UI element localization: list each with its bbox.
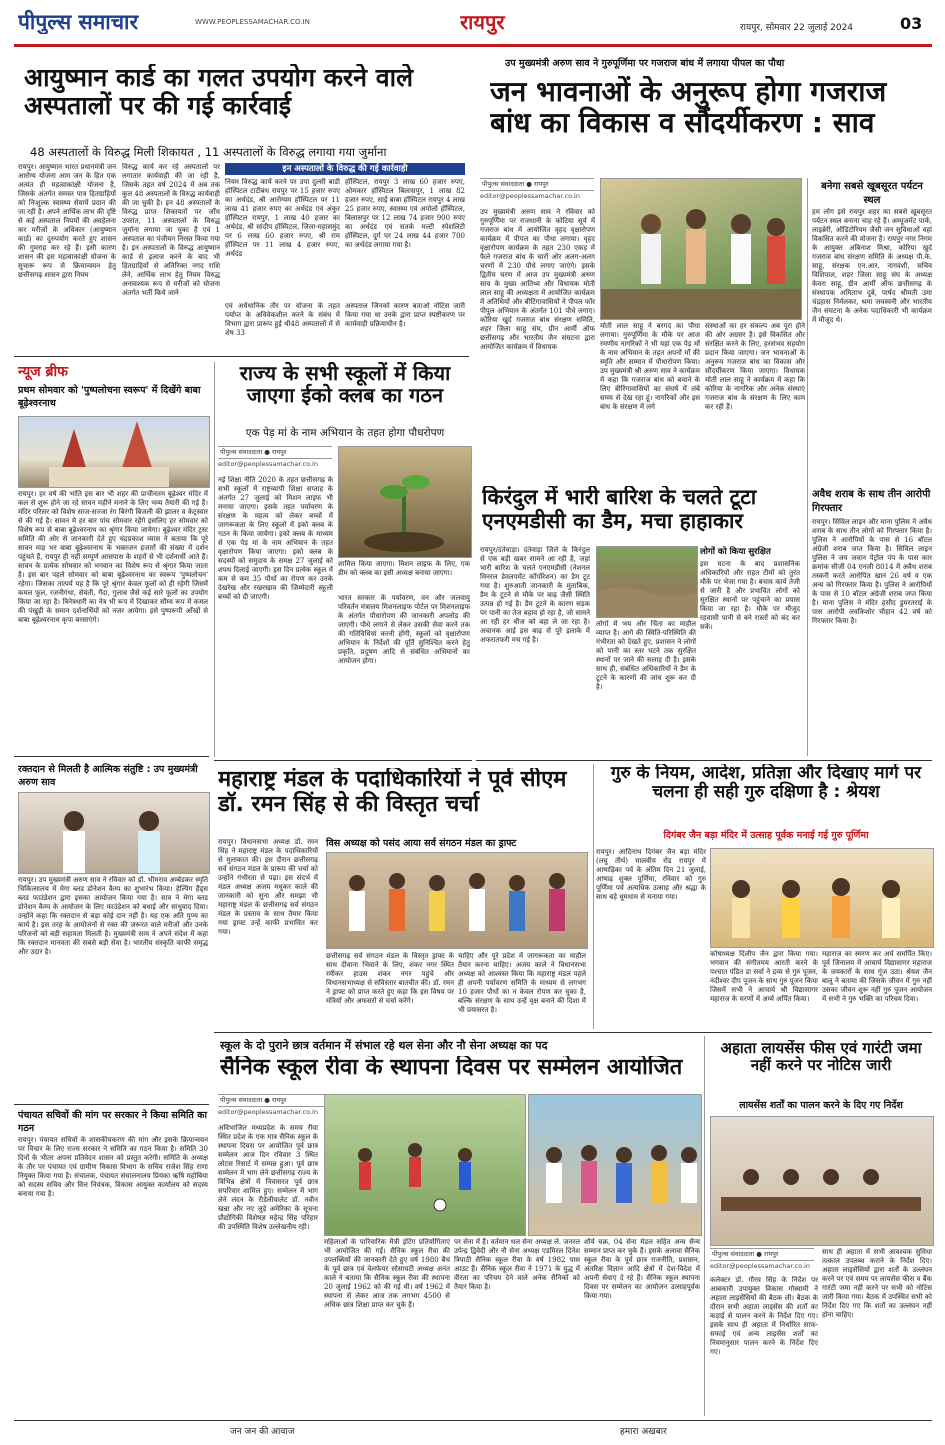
- story2-headline[interactable]: जन भावनाओं के अनुरूप होगा गजराज बांध का विकास व सौंदर्यीकरण : साव: [490, 76, 887, 140]
- story2-caption: मोती लाल साहू ने बरगद का पौधा लगाया। गुरुपूर्णिमा के मौके पर आज रमणीय नागरिकों ने भी यहां एक पेड़ माँ के नाम अभियान के तहत अपनों माँ की स्मृति और सम्मान में पौधारोपण किया। उप मुख्यमंत्री श्री अरुण साव ने कार्यक्रम में कहा कि गजराज बांध को बचाने के लिए बीरिंगावासियों का संघर्ष में लंबे समय से देख रहा हूं। नागरिकों और इस बांध के संरक्षण में लगे: [600, 322, 700, 411]
- story2-sidebar-body: हम लोग इसे रायपुर शहर का सबसे खूबसूरत पर्यटन स्थल बनाना चाह रहे हैं। अम्यूजमेंट पार्क, लाइब्रेरी, ऑडिटोरियम जैसी जन सुविधाओं वहां विकसित करने की योजना है। रायपुर नगर निगम के आयुक्त अबिनाश मिश्रा, कोरिया खुर्द गजराज बांध संरक्षण समिति के अध्यक्ष पी.के. साहू, संरक्षक एन.आर. नागवंशी, सचिव विशिपाल, शहर जिला साहू संघ के अध्यक्ष केवरा साहू, ग्रीन आर्मी ऑफ छत्तीसगढ़ के संस्थापक अमिताभ दुबे, पार्षद श्रीमती उमा चंद्रहास निर्मलकर, श्रमा जयस्वनी और भारतीय जैन संघटना के अनेक पदाधिकारी भी कार्यक्रम में मौजूद थे।: [812, 208, 932, 324]
- divider: [476, 760, 932, 761]
- story4-headline[interactable]: किरंदुल में भारी बारिश के चलते टूटा एनएमडीसी का डैम, मचा हाहाकार: [482, 486, 757, 533]
- divider: [14, 1104, 209, 1105]
- story10-kicker: स्कूल के दो पुराने छात्र वर्तमान में संभाल रहे थल सेना और नौ सेना अध्यक्ष का पद: [220, 1039, 548, 1052]
- footer-right: हमारा अखबार: [620, 1427, 667, 1437]
- people-planting-icon: [601, 179, 801, 319]
- meeting-photo: [326, 852, 588, 949]
- story2-email[interactable]: editor@peoplessamachar.co.in: [480, 192, 580, 200]
- story11-body1: कलेक्टर डॉ. गौरव सिंह के निर्देश पर आबकारी उपायुक्त विकास गोस्वामी ने अहाता लाइसेंसियों की बैठक ली। बैठक के दौरान सभी अहाता लाइसेंस की शर्तों का कड़ाई से पालन करने के निर्देश दिए गए। इसके साथ ही अहाता में निर्धारित साफ-सफाई एवं अन्य लाइसेंस शर्तों का नियमानुसार पालन करने के निर्देश दिए गए।: [710, 1276, 818, 1356]
- jain-temple-photo: [710, 848, 934, 948]
- story1-box-col2: हॉस्पिटल, रायपुर 3 लाख 60 हजार रुपए, ओमकार हॉस्पिटल बिलासपुर, 1 लाख 82 हजार रुपए, साईं बाबा हॉस्पिटल रायपुर 4 लाख 25 हजार रुपए, स्वास्थ्य एवं अपोलो हॉस्पिटल, बिलासपुर पर 12 लाख 74 हजार 900 रुपए का अर्थदंड एवं सतर्क मल्टी स्पेशलिटी हॉस्पिटल, दुर्ग पर 24 लाख 44 हजार 700 का अर्थदंड लगाया गया है।: [345, 178, 465, 249]
- story3-caption: शामिल किया जाएगा। मिशन लाइफ के लिए, एक डीम को क्लब का इसी अध्यक्ष बनाया जाएगा।: [338, 560, 470, 577]
- story6-body2: छत्तीसगढ़ सर्व संगठन मंडल के विस्तृत ड्राफ्ट के साथ दीवाना भिवाने के लिए, शंकर नगर स्थित रमीकर हाउस शंकर नगर पहुंचे और विधानसभाध्यक्ष से सविस्तार बातचीत की। डॉ. रमन ने ड्राफ्ट को प्राप्त करते हुए कहा कि इस विषय पर मंत्रियों और अफसरों से चर्चा करेंगे।: [326, 952, 454, 1005]
- story3-email[interactable]: editor@peoplessamachar.co.in: [218, 460, 318, 468]
- story7-body2: कोषाध्यक्ष दिलीप जैन द्वारा किया गया। भगवान की संगीतमय आरती करने के पश्चात पंडित डा सर्वा ने द्रव्य से गुरु पूजन, नंदीश्वर दीप पूजन के साथ गुरु पूजन किया जिसमें सभी ने आचार्य श्री विद्यासागर महाराज के चरणों में अर्घ्य अर्पित किया।: [710, 950, 818, 1003]
- masthead-website[interactable]: WWW.PEOPLESSAMACHAR.CO.IN: [195, 18, 310, 26]
- story11-subhead: लायसेंस शर्तों का पालन करने के दिए गए निर्देश: [739, 1100, 903, 1111]
- story2-body1: उप मुख्यमंत्री अरुण साव ने रविवार को गुरुपूर्णिमा पर राजधानी के कोटिया सूर्य में गजराज बांध में आयोजित वृहद वृक्षारोपण कार्यक्रम में पीपल का पौधा लगाया। वृहद वृक्षारोपण कार्यक्रम के तहत 230 एकड़ में फैले गजराज बांध के चारों ओर अलग-अलग चरणों में 230 पौधे लगाए जाएंगे। इसके द्वितीय चरण में आज उप मुख्यमंत्री अरुण साव के मुख्य आतिथ्य और विधायक मोती लाल साहू की अध्यक्षता में आयोजित कार्यक्रम में अतिथियों और बीटिंगावासियों ने पीपल फॉर पीपुल अभियान के अंतर्गत 101 पौधे लगाए। कोरिया खुर्द गजराज बांध संरक्षण समिति, शहर जिला साहू संघ, ग्रीन आर्मी ऑफ छत्तीसगढ़ और भारतीय जैन संघटना द्वारा आयोजित कार्यक्रम में विधायक: [480, 208, 595, 351]
- news-brief-body: रायपुर। हर वर्ष की भांति इस बार भी शहर की प्राचीनतम बूढ़ेश्वर मंदिर में कल से शुरू होने जा रहे सावन महीने मनाने के लिए भव्य तैयारी की गई है। मंदिर परिसर को विशेष साज-सज्जा रंग बिरंगी बिजली की झालर व केट्रस्वार से की गई है। सावन मे हर बार पांच सोमवार रहेंगे इसलिए हर सोमवार को विशेष रूप से बाबा बूढ़ेश्वरनाथ का श्रृंगार किया जायेगा। बूढ़ेश्वर मंदिर ट्रस्ट समिति की ओर से जानकारी देते हुए चंद्रप्रकाश व्यास ने बताया कि पूरे सावन माह भर बाबा बूढ़ेश्वरनाथ के भक्तजन हजारों की संख्या में दर्शन पहुंचते हैं, रायपुर ही नहीं सम्पूर्ण आसपास के शहरों से भी दर्शनार्थी आते हैं। सावन के प्रत्येक सोमवार को भगवान का विशेष रूप से श्रृंगार किया जाता है। इस बार पहले सोमवार को बाबा बूढ़ेश्वरनाथ का स्वरूप 'पुष्पलोचन' रहेगा। जिसका तात्पर्य यह है कि पूरे श्रृंगार केवल फूलों को ही रहेगी जिसमें कमल फूल, रजनीगंधा, सेवंती, गेंदा, गुलाब जैसे कई सारे फूलों का उपयोग किया जा रहा है। त्रिनेत्रधारी का नेत्र भी रूप में दिखाकर सौम्य रूप में कमल की पंखुड़ी के समान दर्शनार्थियों को नजर आयेगा। इसे पुष्परूपी आँखों से बाबा बूढ़ेश्वरनाथ कृपा बरसाएंगे।: [18, 490, 208, 624]
- story10-body3: पर सेना में हैं। वर्तमान थल सेना अध्यक्ष ले. जनरल उपेन्द्र द्विवेदी और नौ सेना अध्यक्ष एडमिरल दिनेश त्रिपाठी सैनिक स्कूल रीवा के वर्ष 1982 पास आउट हैं। सैनिक स्कूल रीवा ने 1971 के युद्ध में वीरता का परिचय देने वाले अनेक सैनिकों को तैयार किया है।: [454, 1238, 580, 1291]
- story1-col3: एवं अधैधानिक तौर पर योजना के तहत पर्याप्त के अविवेकशील करने के संबंध में विभाग द्वारा प्रारूप हुई थी48 अस्पतालों में से शेष 33: [225, 302, 340, 337]
- story8-body: रायपुर। उप मुख्यमंत्री अरुण साव ने रविवार को डॉ. भीमराव अम्बेडकर स्मृति चिकित्सालय में मेगा ब्लड डोनेशन कैम्प का शुभारंभ किया। हेल्पिंग हैंड्स ब्लड फाउंडेशन द्वारा इसका आयोजन किया गया है। साव ने मेगा ब्लड डोनेशन कैम्प के आयोजन के लिए फाउंडेशन को बधाई और साधुवाद दिया। उन्होंने कहा कि रक्तदान से बड़ा कोई दान नहीं है। यह एक अति पुण्य का कार्य है। इस तरह के आयोजनों से रक्त की जरूरत वाले मरीजों और उनके परिजनों को बड़ी सहायता मिलती है। मुख्यमंत्री साय ने अपने संदेश में कहा कि रक्तदान मानवता की सबसे बड़ी सेवा है। भारतीय संस्कृति काफी समृद्ध और उदार है।: [18, 876, 208, 956]
- story2-kicker: उप मुख्यमंत्री अरुण साव ने गुरुपूर्णिमा पर गजराज बांध में लगाया पीपल का पौधा: [505, 58, 785, 69]
- story7-body1: रायपुर। आदिनाथ दिगंबर जैन बड़ा मंदिर (लघु तीर्थ) मालवीय रोड रायपुर में आषाढ़िका पर्व के अंतिम दिन 21 जुलाई, आषाढ़ शुक्ल पूर्णिमा, रविवार को गुरु पूर्णिमा पर्व अत्यधिक उत्साह और श्रद्धा के साथ बड़े धूमधाम से मनाया गया।: [596, 848, 706, 901]
- masthead: [0, 0, 945, 44]
- story10-body1: अविभाजित मध्यप्रदेश के समय रीवा स्थित प्रदेश के एक मात्र सैनिक स्कूल के स्थापना दिवस पर आयोजित पूर्व छात्र सम्मेलन आज दिन रविवार 3 स्थित लोटस रिसार्ट में सम्पन्न हुआ। पूर्व छात्र सम्मेलन में भाग लेने छत्तीसगढ़ राज्य के विभिन्न क्षेत्रों में निवासरत पूर्व छात्र सपरिवार शामिल हुए। सम्मेलन में भाग लेने लंदन के रीडेलीवालेट डॉ. नवीन खन्ना और नए जुड़े अमेरिका के सूचना प्रौद्योगिकी विशेषज्ञ महेन्द्र सिंह परिहार की उपस्थिति विशेष उल्लेखनीय रही।: [218, 1124, 318, 1231]
- story6-body3: चाहिए और पूरे प्रदेश में जागरूकता का माहौल तैयार करना चाहिए। अजय काले ने विधानसभा अध्यक्ष को आश्वस्त किया कि महाराष्ट्र मंडल पहले ही अपनी पर्यावरण समिति के माध्यम से लगभग 10 हजार पौधों का न केवल रोपण कर चुका है, बल्कि संरक्षण के साथ उन्हें वृक्ष बनाने की दिशा में भी प्रयासरत है।: [458, 952, 586, 1014]
- story10-body4: शौर्य चक्र, 04 सेना मेडल सहित अन्य सैन्य सम्मान प्राप्त कर चुके हैं। इसके अलावा सैनिक स्कूल रीवा के पूर्व छात्र राजनीति, प्रशासन, अंतरिक्ष विज्ञान आदि क्षेत्रों में देश-विदेश में अपनी सेवाएं दे रहे हैं। सैनिक स्कूल स्थापना दिवस पर सम्मेलन का आयोजन उत्साहपूर्वक किया गया।: [584, 1238, 700, 1300]
- story2-sidebar-title: बनेगा सबसे खूबसूरत पर्यटन स्थल: [821, 181, 923, 206]
- masthead-logo: पीपुल्स समाचार: [18, 10, 139, 34]
- sidebar-divider: [807, 178, 808, 498]
- devotees-icon: [711, 849, 933, 947]
- sports-photo: [324, 1094, 526, 1236]
- page-number: 03: [900, 14, 923, 33]
- story2-byline: पीपुल्स संवाददाता ● रायपुर: [480, 178, 594, 191]
- meeting-hall-photo: [710, 1116, 934, 1246]
- water-icon: [597, 547, 697, 617]
- divider: [14, 356, 469, 357]
- footer-divider: [14, 1420, 932, 1421]
- story8-title[interactable]: रक्तदान से मिलती है आत्मिक संतुष्टि : उप मुख्यमंत्री अरुण साव: [18, 764, 198, 788]
- story7-subhead: दिगंबर जैन बड़ा मंदिर में उत्साह पूर्वक मनाई गई गुरु पूर्णिमा: [663, 830, 869, 841]
- news-brief-label: न्यूज ब्रीफ: [18, 364, 68, 380]
- story3-body1: नई शिक्षा नीति 2020 के तहत छत्तीसगढ़ के सभी स्कूलों में राष्ट्रव्यापी शिक्षा सप्ताह के अंतर्गत 27 जुलाई को मिशन लाइफ भी मनाया जाएगा। इसके तहत पर्यावरण के संरक्षण के महत्व को लेकर बच्चों में जागरूकता के लिए स्कूलों में इको क्लब के गठन के किया जायेगा। इको क्लब के माध्यम से एक पेड़ मां के नाम अभियान के तहत वृक्षारोपण किया जाएगा। इको क्लब के सदस्यों को समुदाय के समक्ष 27 जुलाई को शपथ दिलाई जाएगी। इस दिन प्रत्येक स्कूल में कम से कम 35 पौधों का रोपण कर उनके देखरेख और रखरखाव की जिम्मेदारी स्कूली बच्चों को दी जाएगी।: [218, 476, 333, 601]
- sapling-photo: [338, 446, 472, 558]
- football-players-icon: [325, 1095, 525, 1235]
- story1-box-title: इन अस्पतालों के विरुद्ध की गई कार्रवाही: [225, 163, 465, 175]
- divider: [704, 1036, 705, 1416]
- story6-body1: रायपुर। विधानसभा अध्यक्ष डॉ. रमन सिंह ने महाराष्ट्र मंडल के पदाधिकारियों से मुलाकात की। इस दौरान छत्तीसगढ़ सर्व संगठन मंडल के प्रारूप की चर्चा को उन्होंने गंभीरता से पढ़ा। इस संदर्भ में मंडल अध्यक्ष अजय मधुकर काले की जानकारी को सुना और समझा भी महाराष्ट्र मंडल के छत्तीसगढ़ सर्व संगठन मंडल के प्रस्ताव के साथ तैयार किया गया ड्राफ्ट उन्हें काफी प्रभावित कर गया।: [218, 838, 318, 936]
- group-photo: [528, 1094, 702, 1236]
- alumni-group-icon: [529, 1095, 701, 1235]
- story10-body2: महिलाओं के पारिवारिक मैत्री इंटिंग प्रतियोगिताएं भी आयोजित की गईं। सैनिक स्कूल रीवा की उपलब्धियों की जानकारी देते हुए वर्ष 1980 बैच के पूर्व छात्र एवं वेलफेयर सोसायटी अध्यक्ष अनंत काले ने बताया कि सैनिक स्कूल रीवा की स्थापना 20 जुलाई 1962 को की गई थी। वर्ष 1962 में स्थापना से लेकर आज तक लगभग 4500 से अधिक छात्र शिक्षा प्राप्त कर चुके हैं।: [324, 1238, 450, 1309]
- story11-byline: पीपुल्स संवाददाता ● रायपुर: [710, 1248, 814, 1261]
- story1-box-col1: नियम विरुद्ध कार्य करने पर उपा दुल्सी बाडी होस्पिटल टाटीबंध रायपुर पर 15 हजार रुपए का अर्थदंड, श्री आरोग्यम हॉस्पिटल पर 11 लाख 41 हजार रुपए का अर्थदंड एवं अंकुर हॉस्पिटल रायपुर, 1 लाख 40 हजार का अर्थदंड, श्री सांदीप हॉस्पिटल, जिला-महासमुंद पर 6 लाख 60 हजार रुपए, श्री राम हॉस्पिटल पर 11 लाख 4 हजार रुपए, अर्थदंड: [225, 178, 340, 258]
- sapling-icon: [339, 447, 471, 557]
- footer-left: जन जन की आवाज: [230, 1427, 295, 1437]
- story1-subhead: 48 अस्पतालों के विरुद्ध मिली शिकायत , 11 अस्पतालों के विरुद्ध लगाया गया जुर्माना: [30, 145, 387, 159]
- story7-body3: महाराज का स्मरण कर अर्घ समर्पित किए। पूर्व जिनालय में आचार्य विद्यासागर महाराज के जयकारों के साथ गूंज उठा। श्रेयश जैन बालू ने बताया की जिसके जीवन में गुरु नहीं उसका जीवन शुरू नहीं गुरु पूजन आयोजन में सभी ने गुरु भक्ति का परिचय दिया।: [822, 950, 932, 1003]
- story11-body2: साथ ही अहाता में सभी आवश्यक सुविधा तत्काल उपलब्ध कराने के निर्देश दिए। अहाता लाइसेंसियों द्वारा शर्तों के उल्लंघन करने पर एवं समय पर लायसेंस फीस व बैंक गारंटी जमा नहीं करने पर सभी को नोटिस जारी किया गया। बैठक में उपस्थित सभी को निर्देश दिए गए कि शर्तों का उल्लंघन नहीं होना चाहिए।: [822, 1248, 932, 1319]
- story10-byline: पीपुल्स संवाददाता ● रायपुर: [218, 1094, 332, 1107]
- story3-byline: पीपुल्स संवाददाता ● रायपुर: [218, 446, 332, 459]
- divider: [807, 486, 808, 756]
- story9-body: रायपुर। पंचायत सचिवों के शासकीयकरण की मांग और इसके क्रियान्वयन पर विचार के लिए राज्य सरकार ने समिति का गठन किया है। समिति 30 दिनों के भीतर अपना प्रतिवेदन शासन को प्रस्तुत करेगी। समिति के अध्यक्ष के तौर पर पंचायत एवं ग्रामीण विकास विभाग के सचिव राजेश सिंह राणा नियुक्त किया गया है। संचालक, पंचायत संचालनालय प्रियंका ऋषि महोबिया को सदस्य सचिव और वित्त नियंत्रक, विकास आयुक्त कार्यालय को सदस्य बनाया गया है।: [18, 1136, 208, 1198]
- masthead-dateline: रायपुर, सोमवार 22 जुलाई 2024: [740, 23, 854, 33]
- news-brief-headline[interactable]: प्रथम सोमवार को 'पुष्पलोचना स्वरूप' में दिखेंगे बाबा बूढ़ेश्वरनाथ: [18, 385, 201, 409]
- divider: [214, 1032, 932, 1033]
- story1-headline[interactable]: आयुष्मान कार्ड का गलत उपयोग करने वाले अस्पतालों पर की गई कार्रवाई: [24, 64, 414, 120]
- story3-body2: भारत सरकार के पर्यावरण, वन और जलवायु परिवर्तन मंत्रालय मिशनलाइफ पोर्टल पर मिशनलाइफ के अंतर्गत पौधारोपण की जानकारी अपलोड की जाएगी। पौधे लगाने से लेकर उसकी सेवा करने तक की गतिविधियां करनी होंगी, स्कूलों को वृक्षारोपण अभियान के निर्देशों की पूर्ति सुनिश्चित करने हेतु प्रकृति, प्रदूषण आदि से संबंधित अभियानों का आयोजन होगा।: [338, 594, 470, 665]
- divider: [214, 362, 215, 757]
- story11-email[interactable]: editor@peoplessamachar.co.in: [710, 1262, 810, 1270]
- story3-subhead: एक पेड़ मां के नाम अभियान के तहत होगा पौधरोपण: [245, 427, 445, 439]
- story6-photo-title: विस अध्यक्ष को पसंद आया सर्व संगठन मंडल का ड्राफ्ट: [326, 838, 517, 849]
- story4-box-body: इस घटना के बाद प्रशासनिक अधिकारियों और राहत टीमों को तुरंत मौके पर भेजा गया है। बचाव कार्य तेजी से जारी है और प्रभावित लोगों को सुरक्षित स्थानों पर पहुंचाने का प्रयास किया जा रहा है। मौके पर मौजूद रहवासी पानी से बने रास्तों को बंद कर सकें।: [700, 560, 800, 631]
- group-people-icon: [327, 853, 587, 948]
- masthead-divider: [14, 44, 932, 47]
- flood-photo: [596, 546, 698, 618]
- blood-donation-photo: [18, 792, 210, 874]
- story10-email[interactable]: editor@peoplessamachar.co.in: [218, 1108, 318, 1116]
- story4-body: रायपुर/दंतेवाड़ा। दंतेवाड़ा जिले के किरंदुल से एक बड़ी खबर सामने आ रही है, जहां भारी बारिश के चलते एनएमडीसी (नेशनल मिनरल डेवलपमेंट कॉर्पोरेशन) का डैम टूट गया है। शुरुआती जानकारी के मुताबिक, डैम के टूटने से मौके पर बाढ़ जैसी स्थिति उत्पन्न हो गई है। डैम टूटने के कारण सड़क पर पानी का तेज बहाव हो रहा है, जो सामने आ रही हर चीज को बहा ले जा रहा है। अचानक आई इस बाढ़ से पूरे इलाके में अफरातफरी मच गई है।: [480, 546, 590, 644]
- story11-headline[interactable]: अहाता लायसेंस फीस एवं गारंटी जमा नहीं करने पर नोटिस जारी: [720, 1040, 922, 1074]
- temple-icon: [19, 417, 209, 487]
- story1-col4: अस्पताल जिनको कारण बताओ नोटिस जारी किया गया था उनके द्वारा प्राप्त स्पष्टीकरण पर कार्यवाही प्रक्रियाधीन है।: [345, 302, 465, 328]
- story4-body2: लोगों में भय और चिंता का माहौल व्याप्त है। आगे की स्थिति-परिस्थिति की गंभीरता को देखते हुए, प्रशासन ने लोगों को पानी का स्तर घटने तक सुरक्षित स्थानों पर जाने की सलाह दी है। इसके साथ ही, संबंधित अधिकारियों ने डैम के टूटने के कारणों की जांच शुरू कर दी है।: [596, 620, 696, 691]
- story5-body: रायपुर। सिविल लाइन और माना पुलिस ने अवैध शराब के साथ तीन लोगों को गिरफ्तार किया है। पुलिस ने आरोपियों के पास से 16 बॉटल अंग्रेजी शराब जप्त किया है। सिविल लाइन पुलिस ने जय जवान पेट्रोल पंप के पास कार क्रमांक सीजी 04 एनजी 8014 में अवैध शराब तस्करी करते आरोपित खान 26 वर्ष व एक अन्य को गिरफ्तार किया है। पुलिस ने आरोपियों के पास से 10 बॉटल अंग्रेजी शराब जप्त किया है। माना पुलिस ने मंदिर हसौद डुमरतराई के पास आरोपी लवकिशोर चौहान 42 वर्ष को गिरफ्तार किया है।: [812, 518, 932, 625]
- story7-headline[interactable]: गुरु के नियम, आदेश, प्रतिज्ञा और दिखाए मार्ग पर चलना ही सही गुरु दक्षिणा है : श्रेयश: [610, 764, 922, 803]
- people-icon: [19, 793, 209, 873]
- divider: [214, 760, 472, 761]
- story10-headline[interactable]: सैनिक स्कूल रीवा के स्थापना दिवस पर सम्मेलन आयोजित: [220, 1056, 683, 1080]
- divider: [593, 764, 594, 1029]
- story1-col2: विरुद्ध कार्य कर रहे अस्पतालों पर लगातार कार्यवाही की जा रही है, जिसके तहत वर्ष 2024 में अब तक कुल 48 अस्पतालों के विरुद्ध कार्यवाही की जा चुकी है। इन 48 अस्पतालों के विरुद्ध प्राप्त शिकायतों पर जाँच उपरांत, 11 अस्पतालों के विरुद्ध जुर्माना लगाया जा चुका है एवं 1 अस्पताल का पंजीयन निरस्त किया गया है। इन अस्पतालों के विरुद्ध आयुष्मान कार्ड से इलाज करने के बाद भी हितग्राहियों से अतिरिक्त नगद राशि लेने, आर्थिक लाभ हेतु नियम विरुद्ध अनावश्यक रूप से मरीजों को योजना अंतर्गत भर्ती किये जाने: [122, 163, 220, 297]
- masthead-city: रायपुर: [460, 10, 505, 34]
- story5-title[interactable]: अवैध शराब के साथ तीन आरोपी गिरफ्तार: [812, 489, 931, 514]
- story1-col1: रायपुर। आयुष्मान भारत प्रधानमंत्री जन आरोग्य योजना आम जन के हित एक अत्यंत ही महत्वाकांक्षी योजना है, जिसके अंतर्गत समस्त पात्र हितग्राहियों को निःशुल्क स्वास्थ्य सेवायें प्रदान की जा रही है। अपने आर्थिक लाभ की दृष्टि से कई अस्पताल नियमों की अवहेलना कर मरीजों के अधिकार (आयुष्मान कार्ड) का दुरुपयोग करते हुए शासन की गुमराह कर रहे हैं। इसी कारण शासन की इस महत्वाकांक्षी योजना के सुचारू रूप से क्रियान्वयन हेतु छत्तीसगढ़ शासन द्वारा नियम: [18, 163, 116, 279]
- story6-headline[interactable]: महाराष्ट्र मंडल के पदाधिकारियों ने पूर्व सीएम डॉ. रमन सिंह से की विस्तृत चर्चा: [218, 768, 567, 817]
- story9-title[interactable]: पंचायत सचिवों की मांग पर सरकार ने किया समिति का गठन: [18, 1110, 207, 1134]
- meeting-table-icon: [711, 1117, 933, 1245]
- story2-body2: संस्थाओं का हर संकल्प अब पूरा होने की ओर अग्रसर है। इसे विकसित और संरक्षित करने के लिए, हरसंभव सहयोग प्रदान किया जाएगा। जन भावनाओं के अनुरूप गजराज बांध का विकास और सौंदर्यीकरण किया जाएगा। विधायक मोती लाल साहू ने कार्यक्रम में कहा कि कोरिया के नागरिक और अनेक संस्थाएं गजराज बांध के संरक्षण के लिए काम कर रही हैं।: [705, 322, 805, 411]
- print-registration-marks: [16, 1428, 76, 1436]
- story3-headline[interactable]: राज्य के सभी स्कूलों में किया जाएगा ईको क्लब का गठन: [239, 362, 451, 408]
- story4-box-title: लोगों को किया सुरक्षित: [700, 547, 771, 557]
- temple-photo: [18, 416, 210, 488]
- divider: [14, 756, 209, 757]
- story2-photo: [600, 178, 802, 320]
